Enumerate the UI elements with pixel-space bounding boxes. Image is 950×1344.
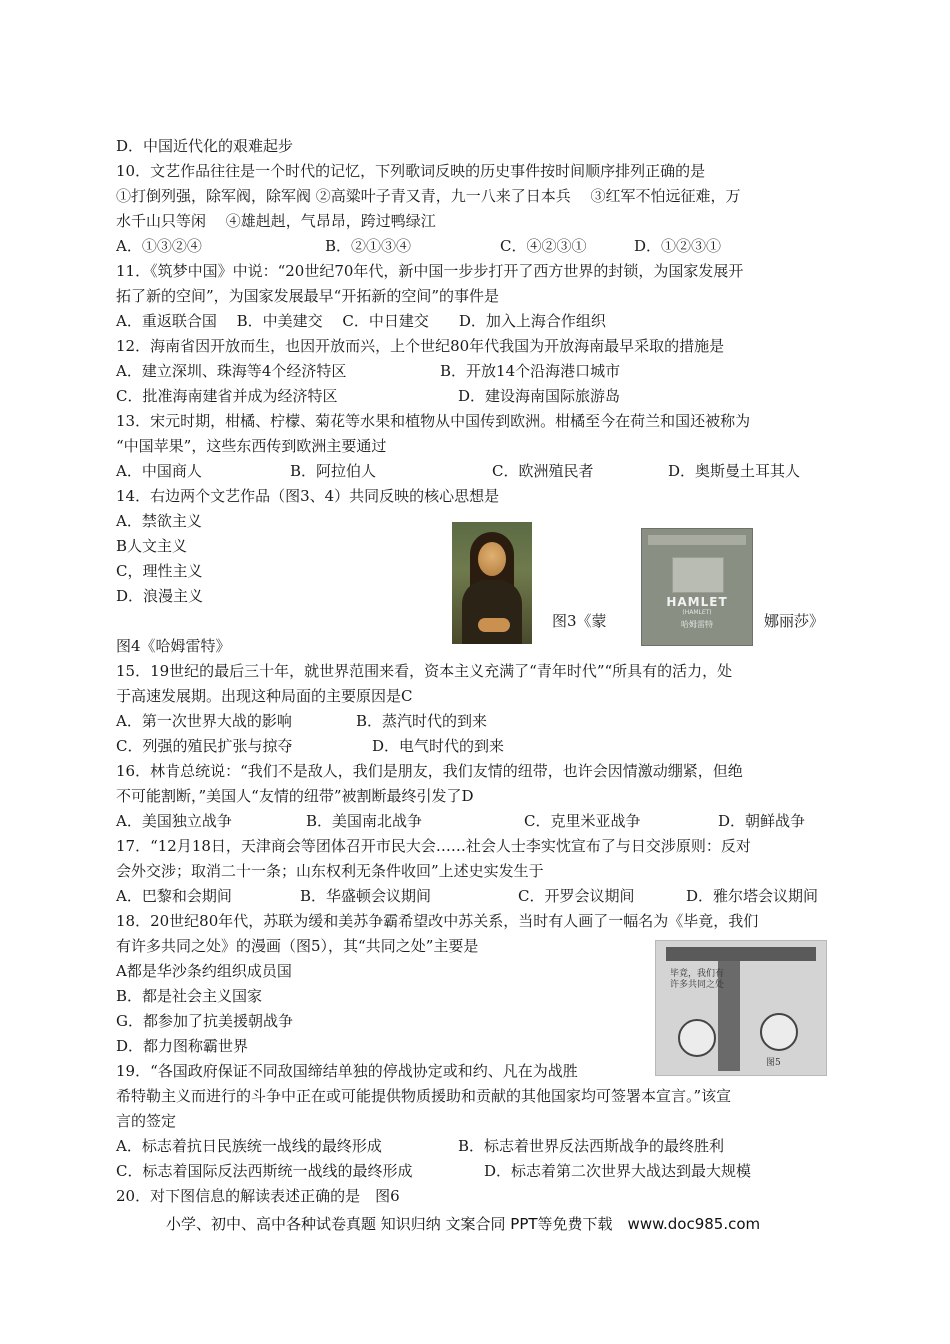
mona-lisa-image	[452, 522, 532, 644]
question-text: 会外交涉；取消二十一条；山东权利无条件收回”上述史实发生于	[116, 862, 544, 880]
option-c: C，理性主义	[116, 562, 203, 580]
option-b: B．标志着世界反法西斯战争的最终胜利	[458, 1137, 725, 1155]
option-a: A．建立深圳、珠海等4个经济特区	[116, 362, 347, 380]
option-b: B．阿拉伯人	[290, 462, 377, 480]
question-14: 14．右边两个文艺作品（图3、4）共同反映的核心思想是	[116, 487, 500, 505]
question-text: ①打倒列强，除军阀，除军阀 ②高粱叶子青又青，九一八来了日本兵 ③红军不怕远征难，万	[116, 187, 741, 205]
hamlet-book-image	[641, 528, 753, 646]
question-text: 水千山只等闲 ④雄赳赳，气昂昂，跨过鸭绿江	[116, 212, 436, 230]
question-12: 12．海南省因开放而生，也因开放而兴，上个世纪80年代我国为开放海南最早采取的措施是	[116, 337, 725, 355]
option-b: B．都是社会主义国家	[116, 987, 263, 1005]
option-d: D．雅尔塔会议期间	[686, 887, 819, 905]
option-c: C．④②③①	[500, 237, 587, 255]
option-b: B．美国南北战争	[306, 812, 423, 830]
question-20: 20．对下图信息的解读表述正确的是 图6	[116, 1187, 400, 1205]
question-text: 言的签定	[116, 1112, 177, 1130]
option-d: D．朝鲜战争	[718, 812, 806, 830]
option-c: C．标志着国际反法西斯统一战线的最终形成	[116, 1162, 413, 1180]
option-d: D．奥斯曼土耳其人	[668, 462, 801, 480]
option-c: C．欧洲殖民者	[492, 462, 594, 480]
option-a: A都是华沙条约组织成员国	[116, 962, 292, 980]
question-19: 19．“各国政府保证不同敌国缔结单独的停战协定或和约、凡在为战胜	[116, 1062, 578, 1080]
question-text: 希特勒主义而进行的斗争中正在或可能提供物质援助和贡献的其他国家均可签署本宣言。”该宣	[116, 1087, 732, 1105]
option-d: D．电气时代的到来	[372, 737, 505, 755]
question-text: 于高速发展期。出现这种局面的主要原因是C	[116, 687, 413, 705]
option-a: A．美国独立战争	[116, 812, 232, 830]
figure-4-caption: 图4《哈姆雷特》	[116, 637, 231, 655]
option-b: B．蒸汽时代的到来	[356, 712, 488, 730]
option-d: D．浪漫主义	[116, 587, 204, 605]
cartoon-caption: 毕竟，我们有 许多共同之处	[670, 969, 725, 990]
option-d: D．标志着第二次世界大战达到最大规模	[484, 1162, 752, 1180]
question-text: 有许多共同之处》的漫画（图5），其“共同之处”主要是	[116, 937, 479, 955]
question-text: 不可能割断，”美国人“友情的纽带”被割断最终引发了D	[116, 787, 474, 805]
option-d: D．都力图称霸世界	[116, 1037, 249, 1055]
option-a: A．禁欲主义	[116, 512, 202, 530]
option-a: A．中国商人	[116, 462, 202, 480]
hamlet-cn-title: 哈姆雷特	[681, 620, 713, 629]
hamlet-title: HAMLET	[666, 595, 728, 609]
option-c: C．批准海南建省并成为经济特区	[116, 387, 338, 405]
option-text: D．中国近代化的艰难起步	[116, 137, 294, 155]
option-a: A．标志着抗日民族统一战线的最终形成	[116, 1137, 382, 1155]
option-row: A．重返联合国 B．中美建交 C．中日建交 D．加入上海合作组织	[116, 312, 606, 330]
option-a: A．①③②④	[116, 237, 202, 255]
question-13: 13．宋元时期，柑橘、柠檬、菊花等水果和植物从中国传到欧洲。柑橘至今在荷兰和国还被称为	[116, 412, 751, 430]
question-16: 16．林肯总统说：“我们不是敌人，我们是朋友，我们友情的纽带，也许会因情激动绷紧，但绝	[116, 762, 743, 780]
page-footer: 小学、初中、高中各种试卷真题 知识归纳 文案合同 PPT等免费下载 www.doc985.com	[166, 1215, 761, 1233]
question-text: 拓了新的空间”，为国家发展最早“开拓新的空间”的事件是	[116, 287, 500, 305]
hamlet-subtitle: (HAMLET)	[682, 609, 712, 616]
question-15: 15．19世纪的最后三十年，就世界范围来看，资本主义充满了“青年时代”“所具有的活力，处	[116, 662, 733, 680]
option-b: B人文主义	[116, 537, 188, 555]
option-c: C．开罗会议期间	[518, 887, 635, 905]
option-a: A．巴黎和会期间	[116, 887, 232, 905]
question-17: 17．“12月18日，天津商会等团体召开市民大会……社会人士李实忱宣布了与日交涉原则：反对	[116, 837, 751, 855]
option-c: C．克里米亚战争	[524, 812, 641, 830]
figure-3-caption-end: 娜丽莎》	[764, 612, 825, 630]
question-10: 10．文艺作品往往是一个时代的记忆，下列歌词反映的历史事件按时间顺序排列正确的是	[116, 162, 706, 180]
question-text: “中国苹果”，这些东西传到欧洲主要通过	[116, 437, 387, 455]
figure-3-caption: 图3《蒙	[552, 612, 607, 630]
option-d: D．①②③①	[634, 237, 722, 255]
option-b: B．华盛顿会议期间	[300, 887, 432, 905]
option-b: B．开放14个沿海港口城市	[440, 362, 621, 380]
option-c: C．列强的殖民扩张与掠夺	[116, 737, 293, 755]
option-c: G．都参加了抗美援朝战争	[116, 1012, 293, 1030]
cartoon-label: 图5	[766, 1058, 781, 1068]
option-a: A．第一次世界大战的影响	[116, 712, 292, 730]
question-11: 11．《筑梦中国》中说：“20世纪70年代，新中国一步步打开了西方世界的封锁，为国家发展开	[116, 262, 744, 280]
question-18: 18．20世纪80年代，苏联为缓和美苏争霸希望改中苏关系，当时有人画了一幅名为《毕竟，我们	[116, 912, 759, 930]
cartoon-figure-5	[655, 940, 827, 1076]
option-d: D．建设海南国际旅游岛	[458, 387, 621, 405]
option-b: B．②①③④	[325, 237, 412, 255]
